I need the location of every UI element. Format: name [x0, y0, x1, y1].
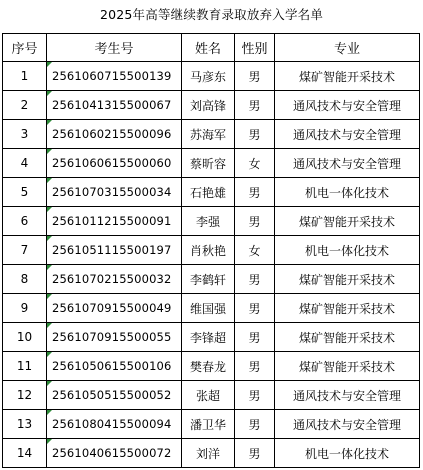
cell-sex: 男: [235, 381, 275, 410]
header-sex: 性别: [235, 34, 275, 62]
cell-sex: 男: [235, 265, 275, 294]
table-row: [3, 62, 420, 91]
cell-exam-id: 2561060715500139: [47, 62, 182, 91]
table-row: [3, 149, 420, 178]
table-row: [3, 439, 420, 468]
header-row: [3, 34, 420, 62]
cell-sex: 男: [235, 91, 275, 120]
cell-exam-id: 2561050515500052: [47, 381, 182, 410]
cell-exam-id: 2561070915500055: [47, 323, 182, 352]
cell-major: 机电一体化技术: [275, 439, 420, 468]
cell-serial-number: 4: [3, 149, 47, 178]
cell-sex: 女: [235, 236, 275, 265]
cell-serial-number: 5: [3, 178, 47, 207]
cell-major: 机电一体化技术: [275, 178, 420, 207]
cell-sex: 男: [235, 352, 275, 381]
document-title: 2025年高等继续教育录取放弃入学名单: [99, 7, 324, 22]
cell-name: 樊春龙: [182, 352, 235, 381]
cell-major: 通风技术与安全管理: [275, 120, 420, 149]
table-row: [3, 207, 420, 236]
cell-major: 机电一体化技术: [275, 236, 420, 265]
header-exam-id: 考生号: [47, 34, 182, 62]
header-serial-number: 序号: [3, 34, 47, 62]
cell-sex: 男: [235, 323, 275, 352]
cell-exam-id: 2561070215500032: [47, 265, 182, 294]
table-row: [3, 178, 420, 207]
table-row: [3, 323, 420, 352]
cell-major: 煤矿智能开采技术: [275, 62, 420, 91]
cell-major: 通风技术与安全管理: [275, 381, 420, 410]
cell-serial-number: 2: [3, 91, 47, 120]
header-name: 姓名: [182, 34, 235, 62]
cell-serial-number: 11: [3, 352, 47, 381]
cell-name: 张超: [182, 381, 235, 410]
cell-serial-number: 7: [3, 236, 47, 265]
cell-major: 煤矿智能开采技术: [275, 207, 420, 236]
withdrawal-roster-table: [2, 33, 420, 468]
cell-name: 李强: [182, 207, 235, 236]
cell-serial-number: 1: [3, 62, 47, 91]
cell-serial-number: 6: [3, 207, 47, 236]
cell-sex: 男: [235, 178, 275, 207]
table-row: [3, 294, 420, 323]
cell-name: 李锋超: [182, 323, 235, 352]
cell-serial-number: 13: [3, 410, 47, 439]
cell-exam-id: 2561051115500197: [47, 236, 182, 265]
header-major: 专业: [275, 34, 420, 62]
cell-sex: 女: [235, 149, 275, 178]
cell-name: 苏海军: [182, 120, 235, 149]
cell-serial-number: 12: [3, 381, 47, 410]
table-row: [3, 410, 420, 439]
cell-major: 通风技术与安全管理: [275, 149, 420, 178]
cell-name: 刘高锋: [182, 91, 235, 120]
cell-major: 通风技术与安全管理: [275, 91, 420, 120]
cell-exam-id: 2561050615500106: [47, 352, 182, 381]
cell-major: 煤矿智能开采技术: [275, 352, 420, 381]
table-row: [3, 91, 420, 120]
cell-exam-id: 2561070315500034: [47, 178, 182, 207]
table-row: [3, 120, 420, 149]
cell-exam-id: 2561040615500072: [47, 439, 182, 468]
cell-major: 通风技术与安全管理: [275, 410, 420, 439]
cell-name: 马彦东: [182, 62, 235, 91]
cell-name: 维国强: [182, 294, 235, 323]
cell-name: 李鹤轩: [182, 265, 235, 294]
cell-exam-id: 2561041315500067: [47, 91, 182, 120]
cell-serial-number: 9: [3, 294, 47, 323]
table-row: [3, 236, 420, 265]
table-row: [3, 352, 420, 381]
cell-sex: 男: [235, 62, 275, 91]
cell-sex: 男: [235, 207, 275, 236]
cell-serial-number: 14: [3, 439, 47, 468]
cell-exam-id: 2561060215500096: [47, 120, 182, 149]
cell-sex: 男: [235, 294, 275, 323]
table-row: [3, 265, 420, 294]
cell-exam-id: 2561070915500049: [47, 294, 182, 323]
table-header: [3, 34, 420, 62]
cell-serial-number: 8: [3, 265, 47, 294]
cell-name: 蔡昕容: [182, 149, 235, 178]
cell-major: 煤矿智能开采技术: [275, 265, 420, 294]
cell-major: 煤矿智能开采技术: [275, 294, 420, 323]
cell-serial-number: 3: [3, 120, 47, 149]
cell-exam-id: 2561060615500060: [47, 149, 182, 178]
table-row: [3, 381, 420, 410]
cell-name: 肖秋艳: [182, 236, 235, 265]
cell-serial-number: 10: [3, 323, 47, 352]
cell-name: 刘洋: [182, 439, 235, 468]
cell-name: 石艳雄: [182, 178, 235, 207]
cell-major: 煤矿智能开采技术: [275, 323, 420, 352]
cell-sex: 男: [235, 120, 275, 149]
cell-exam-id: 2561011215500091: [47, 207, 182, 236]
cell-sex: 男: [235, 439, 275, 468]
cell-name: 潘卫华: [182, 410, 235, 439]
cell-exam-id: 2561080415500094: [47, 410, 182, 439]
table-body: [3, 62, 420, 468]
cell-sex: 男: [235, 410, 275, 439]
